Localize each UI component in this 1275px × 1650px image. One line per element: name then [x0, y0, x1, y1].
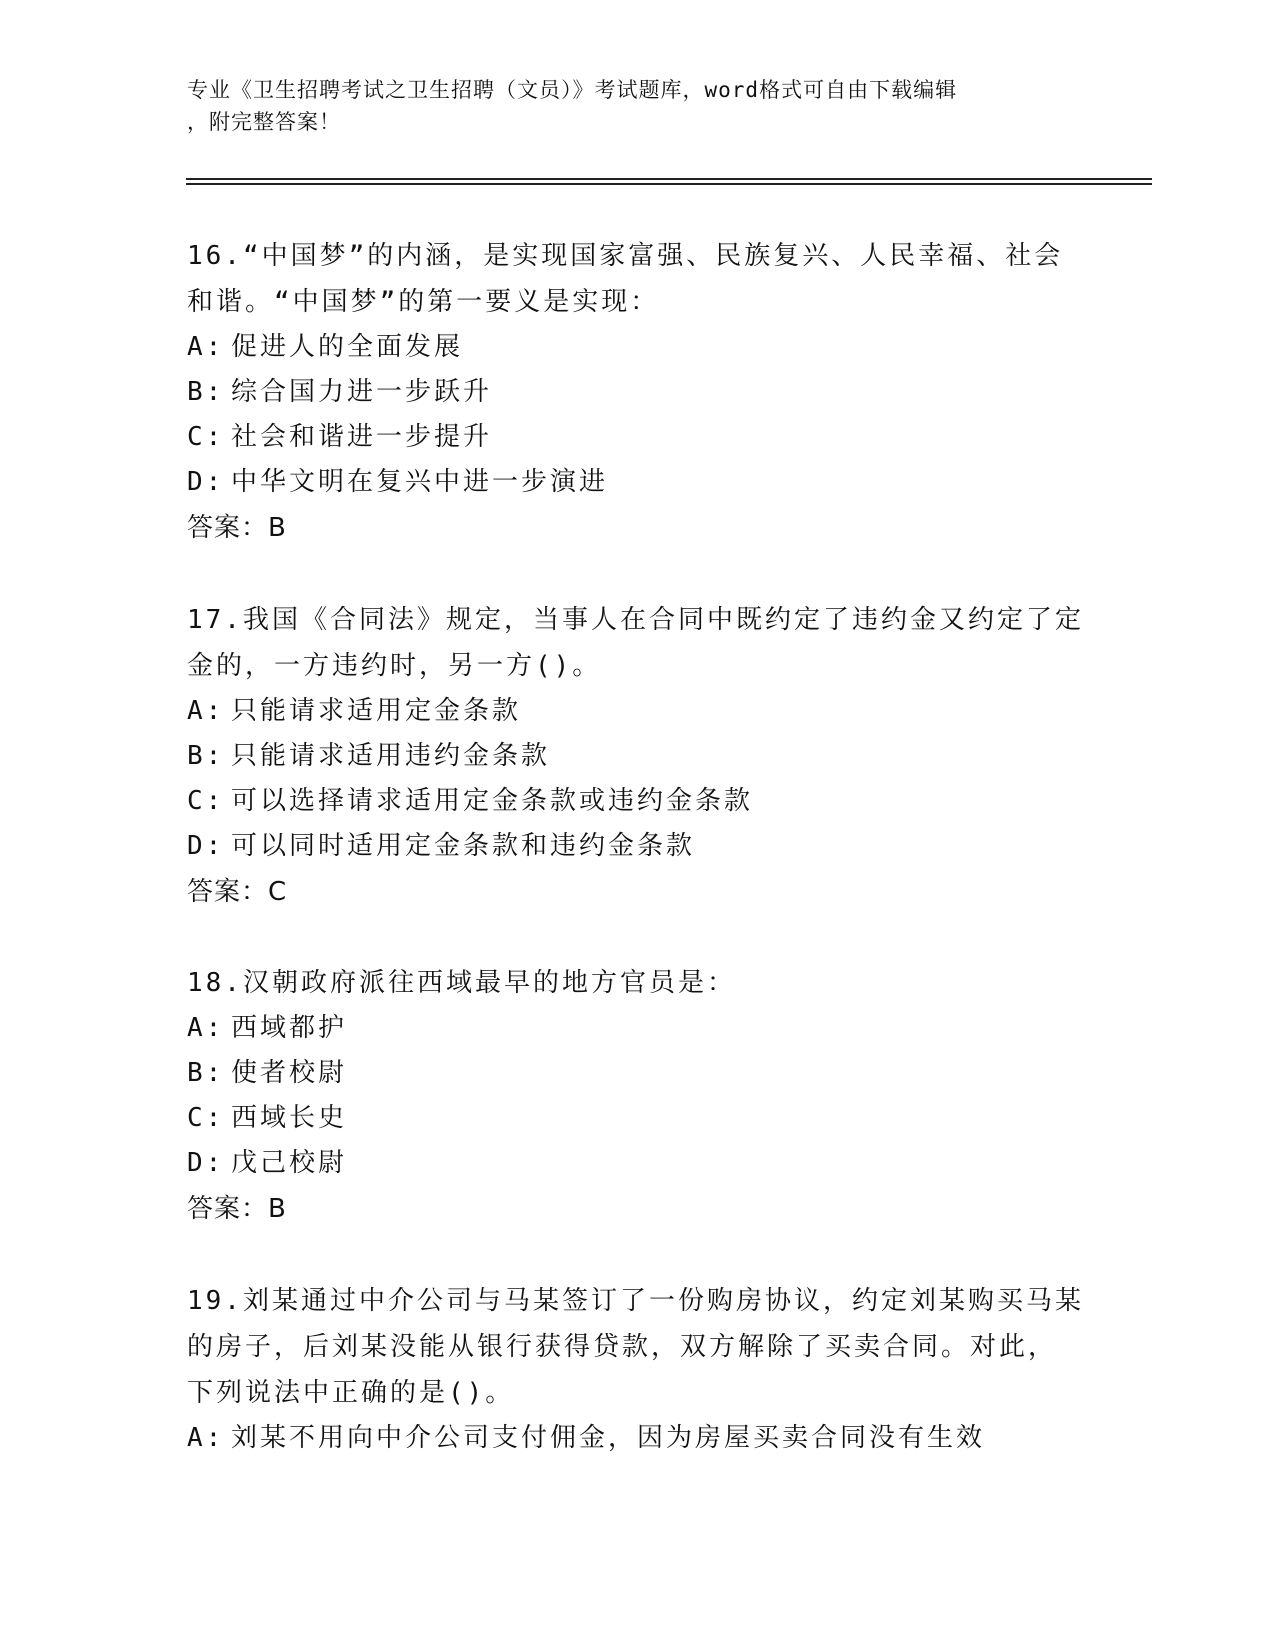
- option-c: [187, 779, 1087, 824]
- question-19: [187, 1278, 1087, 1461]
- option-letter: D:: [187, 467, 225, 497]
- option-letter: C:: [187, 422, 225, 452]
- option-letter: C:: [187, 786, 225, 816]
- answer-line: 答案：B: [187, 513, 287, 543]
- option-text: 西域都护: [231, 1013, 348, 1043]
- option-letter: D:: [187, 1148, 225, 1178]
- option-d: [187, 824, 1087, 869]
- option-b: [187, 370, 1087, 415]
- question-text-line: 下列说法中正确的是()。: [187, 1378, 515, 1408]
- header-line-1: 专业《卫生招聘考试之卫生招聘（文员）》考试题库，word格式可自由下载编辑: [187, 78, 958, 102]
- option-a: [187, 1416, 1087, 1461]
- option-letter: D:: [187, 831, 225, 861]
- question-16: [187, 233, 1087, 551]
- option-text: 可以选择请求适用定金条款或违约金条款: [231, 786, 754, 816]
- answer-line: 答案：B: [187, 1194, 287, 1224]
- header-divider-bottom: [186, 183, 1152, 185]
- option-letter: B:: [187, 741, 225, 771]
- option-b: [187, 1051, 1087, 1096]
- option-text: 社会和谐进一步提升: [231, 422, 493, 452]
- question-text-line: 金的，一方违约时，另一方()。: [187, 651, 602, 681]
- option-a: [187, 325, 1087, 370]
- option-letter: B:: [187, 1058, 225, 1088]
- option-a: [187, 689, 1087, 734]
- option-d: [187, 1141, 1087, 1186]
- question-text-line: 16.“中国梦”的内涵，是实现国家富强、民族复兴、人民幸福、社会: [187, 241, 1064, 271]
- question-text-line: 17.我国《合同法》规定，当事人在合同中既约定了违约金又约定了定: [187, 605, 1084, 635]
- header-divider-top: [186, 178, 1152, 180]
- option-a: [187, 1006, 1087, 1051]
- header-line-2: ，附完整答案！: [187, 110, 341, 134]
- option-letter: A:: [187, 1423, 225, 1453]
- document-header: [187, 74, 1087, 138]
- option-letter: B:: [187, 377, 225, 407]
- option-letter: A:: [187, 1013, 225, 1043]
- option-c: [187, 1096, 1087, 1141]
- question-text-line: 和谐。“中国梦”的第一要义是实现：: [187, 287, 660, 317]
- question-text-line: 18.汉朝政府派往西域最早的地方官员是：: [187, 968, 736, 998]
- option-text: 戊己校尉: [231, 1148, 348, 1178]
- option-letter: A:: [187, 332, 225, 362]
- option-letter: A:: [187, 696, 225, 726]
- question-text-line: 19.刘某通过中介公司与马某签订了一份购房协议，约定刘某购买马某: [187, 1286, 1084, 1316]
- option-d: [187, 460, 1087, 505]
- option-text: 西域长史: [231, 1103, 348, 1133]
- answer-line: 答案：C: [187, 877, 288, 907]
- option-c: [187, 415, 1087, 460]
- option-text: 只能请求适用违约金条款: [231, 741, 551, 771]
- option-text: 只能请求适用定金条款: [231, 696, 522, 726]
- option-letter: C:: [187, 1103, 225, 1133]
- option-b: [187, 734, 1087, 779]
- question-text-line: 的房子，后刘某没能从银行获得贷款，双方解除了买卖合同。对此，: [187, 1332, 1058, 1362]
- option-text: 刘某不用向中介公司支付佣金，因为房屋买卖合同没有生效: [231, 1423, 986, 1453]
- question-18: [187, 960, 1087, 1232]
- option-text: 综合国力进一步跃升: [231, 377, 493, 407]
- option-text: 使者校尉: [231, 1058, 348, 1088]
- question-17: [187, 597, 1087, 915]
- option-text: 可以同时适用定金条款和违约金条款: [231, 831, 696, 861]
- option-text: 中华文明在复兴中进一步演进: [231, 467, 609, 497]
- option-text: 促进人的全面发展: [231, 332, 464, 362]
